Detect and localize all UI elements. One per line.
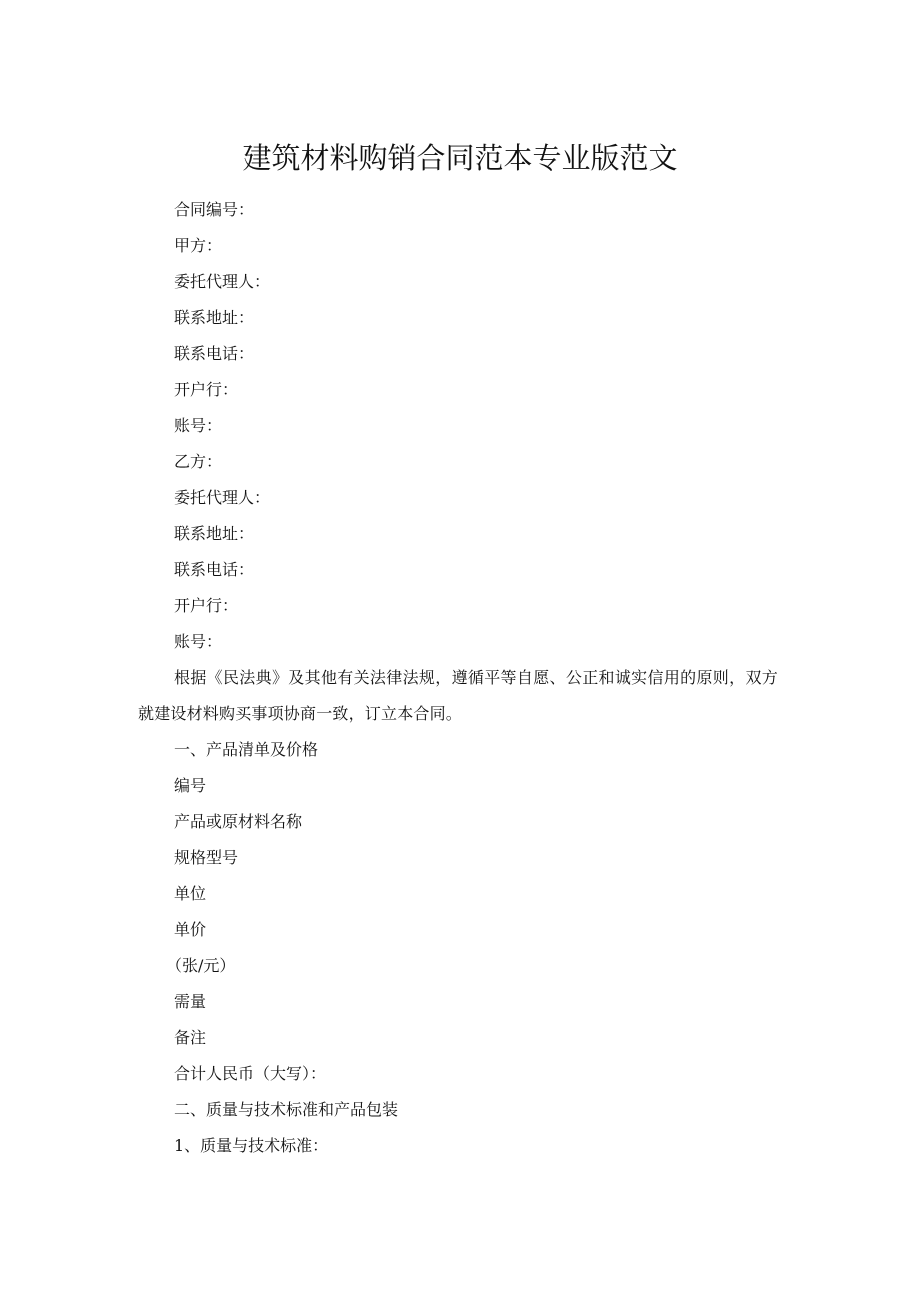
party-a-account-field: 账号： — [174, 416, 223, 435]
item-number-label: 编号 — [174, 776, 207, 795]
item-unit-label: 单位 — [174, 884, 207, 903]
party-a-agent-field: 委托代理人： — [174, 272, 271, 291]
section-2-sub-1: 1、质量与技术标准： — [174, 1136, 329, 1155]
item-price-label: 单价 — [174, 920, 207, 939]
section-2-heading: 二、质量与技术标准和产品包装 — [174, 1100, 399, 1119]
party-a-field: 甲方： — [174, 236, 223, 255]
contract-number-field: 合同编号： — [174, 200, 255, 219]
party-a-phone-field: 联系电话： — [174, 344, 255, 363]
party-a-address-field: 联系地址： — [174, 308, 255, 327]
item-spec-label: 规格型号 — [174, 848, 239, 867]
party-b-agent-field: 委托代理人： — [174, 488, 271, 507]
section-1-heading: 一、产品清单及价格 — [174, 740, 319, 759]
party-b-bank-field: 开户行： — [174, 596, 239, 615]
party-b-field: 乙方： — [174, 452, 223, 471]
item-price-unit-label: （张/元） — [166, 956, 236, 975]
party-b-address-field: 联系地址： — [174, 524, 255, 543]
total-rmb-label: 合计人民币（大写）： — [174, 1064, 327, 1083]
party-a-bank-field: 开户行： — [174, 380, 239, 399]
item-quantity-label: 需量 — [174, 992, 207, 1011]
item-name-label: 产品或原材料名称 — [174, 812, 303, 831]
party-b-account-field: 账号： — [174, 632, 223, 651]
intro-paragraph: 根据《民法典》及其他有关法律法规，遵循平等自愿、公正和诚实信用的原则，双方就建设材料购买事项协商一致，订立本合同。 — [138, 668, 778, 723]
item-remark-label: 备注 — [174, 1028, 207, 1047]
party-b-phone-field: 联系电话： — [174, 560, 255, 579]
document-title: 建筑材料购销合同范本专业版范文 — [242, 141, 678, 175]
document-body — [138, 192, 778, 1164]
